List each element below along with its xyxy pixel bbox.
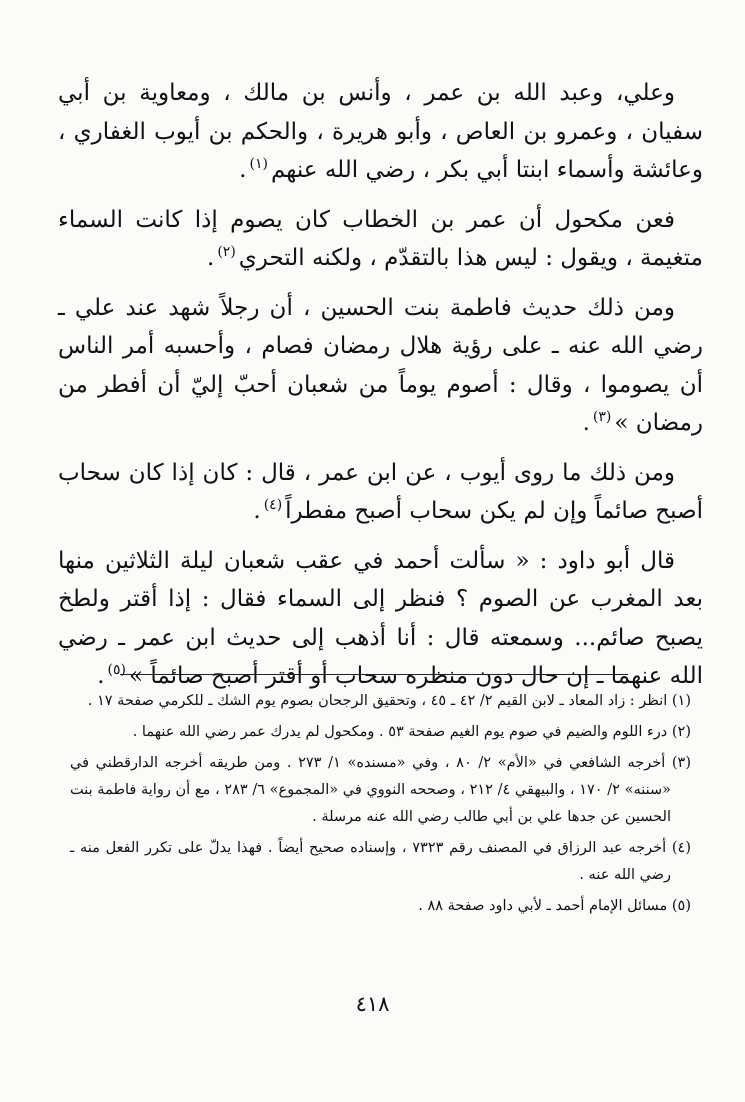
footnote: (٣) أخرجه الشافعي في «الأم» ٢/ ٨٠ ، وفي «مسنده» ١/ ٢٧٣ . ومن طريقه أخرجه الدارقطني في «سننه» ٢/ ١٧٠ ، والبيهقي ٤/ ٢١٢ ، وصححه النووي في «المجموع» ٦/ ٢٨٣ ، مع أن رواية فاطمة بنت الحسين عن جدها علي بن أبي طالب رضي الله عنه مرسلة . xyxy=(70,755,692,825)
paragraph-tail: . xyxy=(207,245,215,271)
paragraph xyxy=(58,454,703,531)
paragraph xyxy=(58,74,703,190)
footnote: (١) انظر : زاد المعاد ـ لابن القيم ٢/ ٤٢ ـ ٤٥ ، وتحقيق الرجحان بصوم يوم الشك ـ للكرمي صفحة ١٧ . xyxy=(87,693,691,709)
footnotes xyxy=(70,688,691,924)
page-number: ٤١٨ xyxy=(355,992,390,1016)
footnote-marker: (١) xyxy=(249,156,268,173)
footnote-marker: (٥) xyxy=(107,662,126,679)
paragraph-text: ومن ذلك حديث فاطمة بنت الحسين ، أن رجلاً شهد عند علي ـ رضي الله عنه ـ على رؤية هلال رمضان فصام ، وأحسبه أمر الناس أن يصوموا ، وقال : أصوم يوماً من شعبان أحبّ إليّ أن أفطر من رمضان » xyxy=(58,294,703,436)
footnote-marker: (٢) xyxy=(217,244,236,261)
paragraph-tail: . xyxy=(582,410,590,436)
paragraph xyxy=(58,289,703,443)
footnote-separator xyxy=(120,674,628,675)
paragraph-tail: . xyxy=(97,663,105,689)
paragraph-text: فعن مكحول أن عمر بن الخطاب كان يصوم إذا كانت السماء متغيمة ، ويقول : ليس هذا بالتقدّم ، ولكنه التحري xyxy=(58,206,703,271)
paragraph-text: قال أبو داود : « سألت أحمد في عقب شعبان ليلة الثلاثين منها بعد المغرب عن الصوم ؟ فنظر إلى السماء فقال : إذا أقتر ولطخ يصبح صائم... وسمعته قال : أنا أذهب إلى حديث ابن عمر ـ رضي الله عنهما ـ إن حال دون منظره سحاب أو أقتر أصبح صائماً » xyxy=(58,547,703,689)
main-text xyxy=(58,74,703,707)
paragraph-tail: . xyxy=(239,157,247,183)
paragraph-tail: . xyxy=(253,498,261,524)
paragraph-text: ومن ذلك ما روى أيوب ، عن ابن عمر ، قال : كان إذا كان سحاب أصبح صائماً وإن لم يكن سحاب أصبح مفطراً xyxy=(58,459,703,524)
paragraph-text: وعلي، وعبد الله بن عمر ، وأنس بن مالك ، ومعاوية بن أبي سفيان ، وعمرو بن العاص ، وأبو هريرة ، والحكم بن أيوب الغفاري ، وعائشة وأسماء ابنتا أبي بكر ، رضي الله عنهم xyxy=(58,80,703,183)
paragraph xyxy=(58,542,703,696)
footnote-marker: (٤) xyxy=(263,497,283,514)
paragraph xyxy=(58,201,703,278)
footnote-marker: (٣) xyxy=(592,409,612,426)
footnote: (٥) مسائل الإمام أحمد ـ لأبي داود صفحة ٨٨ . xyxy=(418,898,691,914)
footnote: (٤) أخرجه عبد الرزاق في المصنف رقم ٧٣٢٣ ، وإسناده صحيح أيضاً . فهذا يدلّ على تكرر الفعل منه ـ رضي الله عنه . xyxy=(70,840,691,883)
footnote: (٢) درء اللوم والضيم في صوم يوم الغيم صفحة ٥٣ . ومكحول لم يدرك عمر رضي الله عنهما . xyxy=(132,724,691,740)
